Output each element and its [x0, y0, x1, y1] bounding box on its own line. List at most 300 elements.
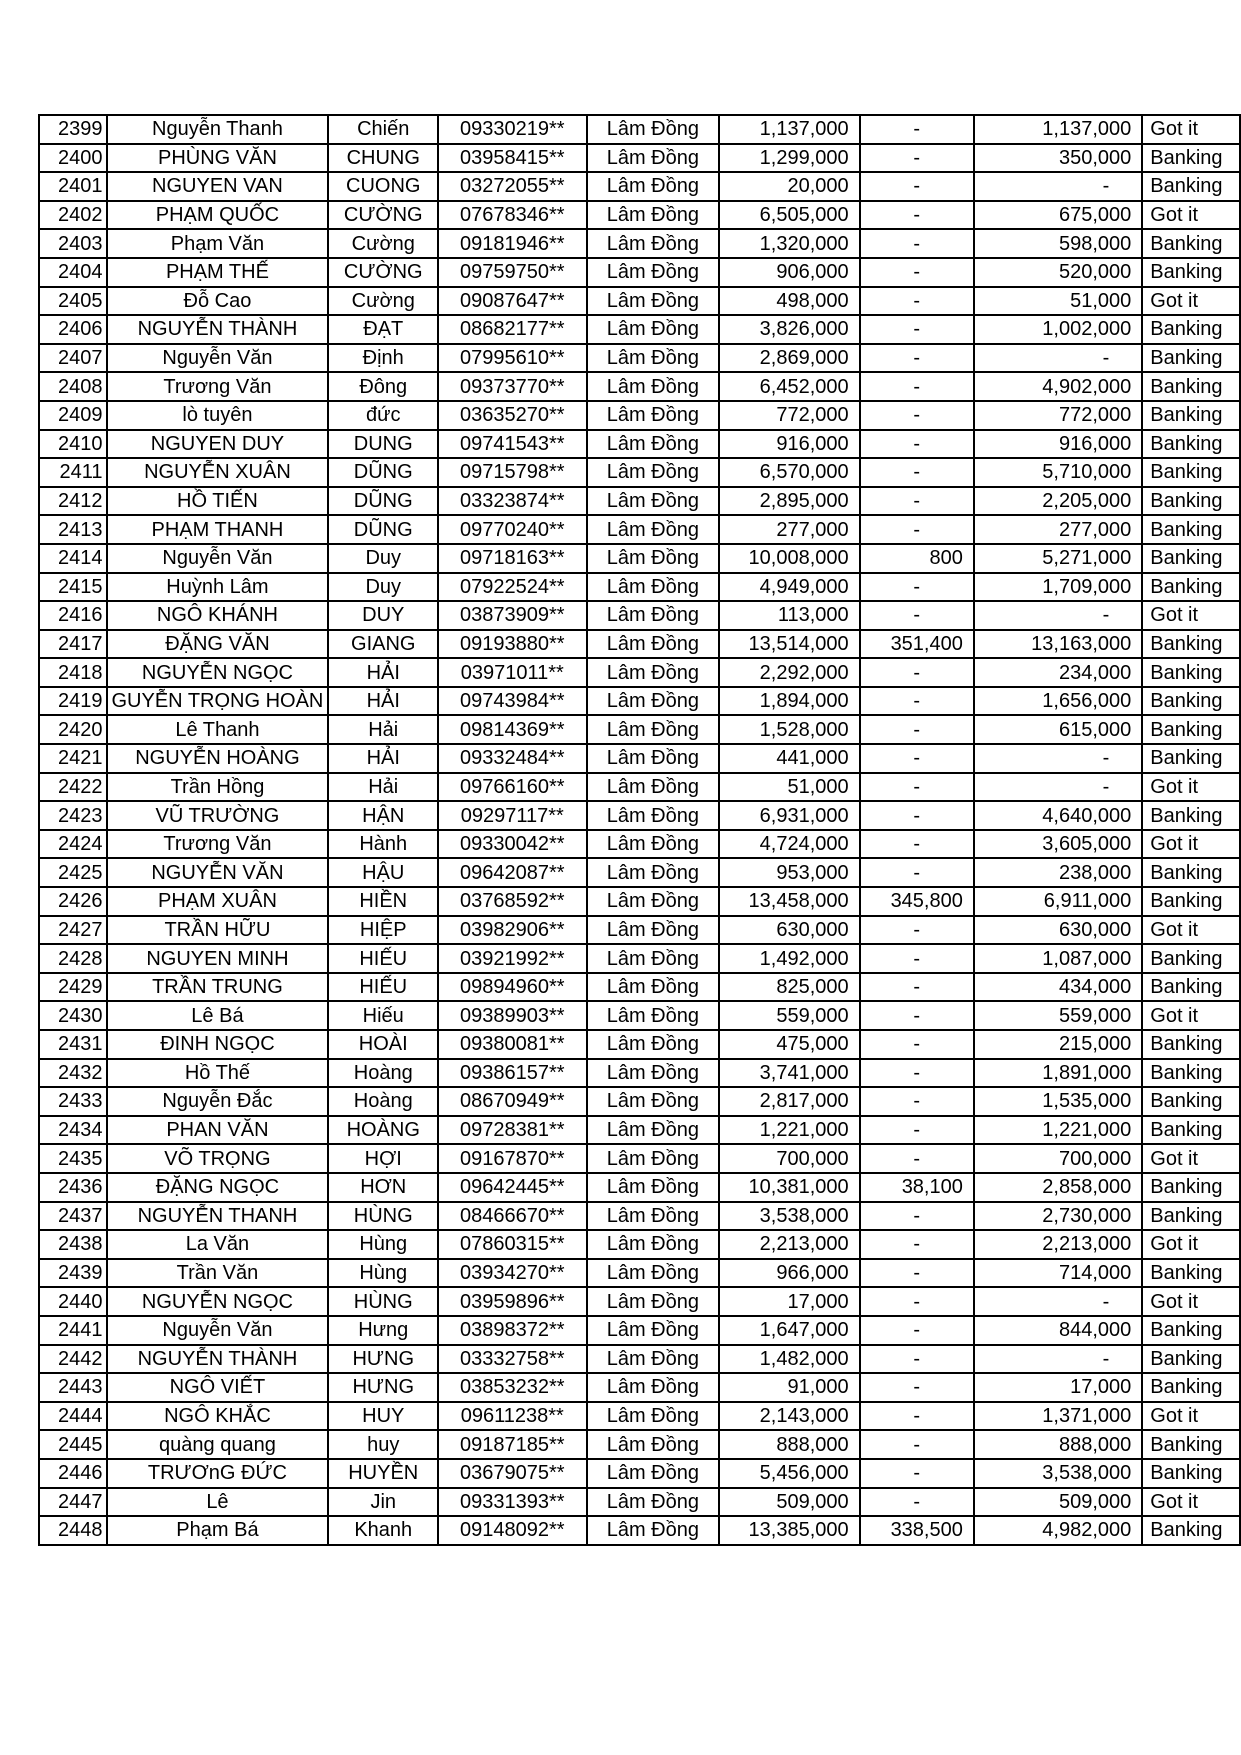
cell-payout: 1,221,000 [974, 1116, 1142, 1145]
cell-deduction: - [860, 515, 974, 544]
cell-phone: 07860315** [438, 1230, 586, 1259]
cell-first-name: huy [328, 1430, 438, 1459]
cell-row-number: 2414 [39, 544, 107, 573]
cell-province: Lâm Đồng [587, 1373, 720, 1402]
cell-amount: 2,213,000 [719, 1230, 859, 1259]
cell-row-number: 2420 [39, 715, 107, 744]
cell-method: Banking [1142, 372, 1240, 401]
cell-province: Lâm Đồng [587, 801, 720, 830]
table-row [39, 1373, 1240, 1402]
cell-province: Lâm Đồng [587, 515, 720, 544]
cell-first-name: DŨNG [328, 458, 438, 487]
cell-last-middle-name: NGÔ KHẮC [107, 1402, 329, 1431]
cell-deduction: - [860, 1459, 974, 1488]
cell-deduction: - [860, 573, 974, 602]
cell-phone: 09715798** [438, 458, 586, 487]
cell-phone: 09718163** [438, 544, 586, 573]
cell-phone: 09380081** [438, 1030, 586, 1059]
cell-amount: 498,000 [719, 287, 859, 316]
cell-phone: 09148092** [438, 1516, 586, 1545]
cell-method: Banking [1142, 1459, 1240, 1488]
cell-method: Banking [1142, 487, 1240, 516]
cell-phone: 09728381** [438, 1116, 586, 1145]
cell-method: Banking [1142, 458, 1240, 487]
cell-row-number: 2437 [39, 1202, 107, 1231]
cell-payout: 1,137,000 [974, 115, 1142, 144]
cell-amount: 2,143,000 [719, 1402, 859, 1431]
cell-last-middle-name: NGUYEN DUY [107, 430, 329, 459]
cell-row-number: 2400 [39, 144, 107, 173]
cell-deduction: - [860, 315, 974, 344]
table-row [39, 1459, 1240, 1488]
cell-first-name: Định [328, 344, 438, 373]
cell-row-number: 2440 [39, 1287, 107, 1316]
table-row [39, 430, 1240, 459]
cell-row-number: 2399 [39, 115, 107, 144]
cell-phone: 09770240** [438, 515, 586, 544]
cell-first-name: DUY [328, 601, 438, 630]
cell-deduction: 38,100 [860, 1173, 974, 1202]
cell-row-number: 2403 [39, 229, 107, 258]
cell-last-middle-name: Nguyễn Văn [107, 544, 329, 573]
cell-first-name: HƠN [328, 1173, 438, 1202]
cell-phone: 03873909** [438, 601, 586, 630]
cell-province: Lâm Đồng [587, 258, 720, 287]
cell-last-middle-name: Trương Văn [107, 372, 329, 401]
cell-amount: 13,458,000 [719, 887, 859, 916]
cell-first-name: CƯỜNG [328, 258, 438, 287]
cell-deduction: - [860, 1316, 974, 1345]
cell-province: Lâm Đồng [587, 229, 720, 258]
cell-payout: 630,000 [974, 916, 1142, 945]
cell-first-name: Khanh [328, 1516, 438, 1545]
cell-method: Got it [1142, 1488, 1240, 1517]
cell-province: Lâm Đồng [587, 430, 720, 459]
cell-method: Banking [1142, 401, 1240, 430]
cell-deduction: - [860, 1059, 974, 1088]
table-row [39, 887, 1240, 916]
cell-amount: 1,137,000 [719, 115, 859, 144]
cell-amount: 13,514,000 [719, 630, 859, 659]
cell-amount: 113,000 [719, 601, 859, 630]
cell-row-number: 2410 [39, 430, 107, 459]
cell-amount: 2,817,000 [719, 1087, 859, 1116]
cell-province: Lâm Đồng [587, 630, 720, 659]
table-row [39, 487, 1240, 516]
cell-deduction: 800 [860, 544, 974, 573]
table-row [39, 1488, 1240, 1517]
cell-phone: 03679075** [438, 1459, 586, 1488]
cell-first-name: HUYỀN [328, 1459, 438, 1488]
cell-phone: 09759750** [438, 258, 586, 287]
cell-province: Lâm Đồng [587, 1059, 720, 1088]
cell-payout: 2,205,000 [974, 487, 1142, 516]
cell-first-name: Hành [328, 830, 438, 859]
cell-row-number: 2413 [39, 515, 107, 544]
cell-payout: 5,710,000 [974, 458, 1142, 487]
cell-method: Got it [1142, 916, 1240, 945]
cell-payout: 4,640,000 [974, 801, 1142, 830]
cell-first-name: HÙNG [328, 1287, 438, 1316]
cell-method: Banking [1142, 801, 1240, 830]
cell-row-number: 2423 [39, 801, 107, 830]
cell-last-middle-name: Phạm Văn [107, 229, 329, 258]
cell-province: Lâm Đồng [587, 372, 720, 401]
cell-amount: 6,931,000 [719, 801, 859, 830]
cell-phone: 03971011** [438, 658, 586, 687]
cell-method: Banking [1142, 944, 1240, 973]
cell-payout: 615,000 [974, 715, 1142, 744]
cell-payout: 1,656,000 [974, 687, 1142, 716]
cell-row-number: 2446 [39, 1459, 107, 1488]
cell-deduction: - [860, 144, 974, 173]
cell-phone: 09087647** [438, 287, 586, 316]
cell-method: Banking [1142, 144, 1240, 173]
cell-first-name: HẢI [328, 658, 438, 687]
cell-row-number: 2416 [39, 601, 107, 630]
cell-method: Got it [1142, 601, 1240, 630]
cell-amount: 6,570,000 [719, 458, 859, 487]
cell-phone: 03332758** [438, 1345, 586, 1374]
table-row [39, 687, 1240, 716]
cell-method: Banking [1142, 1259, 1240, 1288]
cell-province: Lâm Đồng [587, 544, 720, 573]
cell-payout: 520,000 [974, 258, 1142, 287]
cell-deduction: - [860, 258, 974, 287]
cell-deduction: - [860, 1488, 974, 1517]
cell-payout: 277,000 [974, 515, 1142, 544]
cell-payout: 714,000 [974, 1259, 1142, 1288]
cell-amount: 475,000 [719, 1030, 859, 1059]
cell-province: Lâm Đồng [587, 916, 720, 945]
cell-phone: 03853232** [438, 1373, 586, 1402]
table-row [39, 1030, 1240, 1059]
cell-phone: 07995610** [438, 344, 586, 373]
cell-deduction: - [860, 858, 974, 887]
table-row [39, 1087, 1240, 1116]
cell-first-name: HIẾU [328, 944, 438, 973]
cell-deduction: - [860, 1287, 974, 1316]
cell-row-number: 2411 [39, 458, 107, 487]
cell-last-middle-name: Phạm Bá [107, 1516, 329, 1545]
cell-amount: 91,000 [719, 1373, 859, 1402]
cell-first-name: Duy [328, 544, 438, 573]
cell-province: Lâm Đồng [587, 773, 720, 802]
cell-row-number: 2401 [39, 172, 107, 201]
cell-phone: 03958415** [438, 144, 586, 173]
cell-last-middle-name: GUYỄN TRỌNG HOÀN [107, 687, 329, 716]
cell-deduction: - [860, 229, 974, 258]
cell-last-middle-name: Trần Hồng [107, 773, 329, 802]
cell-phone: 07922524** [438, 573, 586, 602]
cell-row-number: 2433 [39, 1087, 107, 1116]
table-row [39, 1430, 1240, 1459]
cell-first-name: Hưng [328, 1316, 438, 1345]
cell-row-number: 2408 [39, 372, 107, 401]
cell-method: Banking [1142, 1430, 1240, 1459]
cell-method: Banking [1142, 858, 1240, 887]
cell-last-middle-name: Trương Văn [107, 830, 329, 859]
cell-deduction: - [860, 1373, 974, 1402]
cell-phone: 03323874** [438, 487, 586, 516]
cell-province: Lâm Đồng [587, 1316, 720, 1345]
table-row [39, 1287, 1240, 1316]
cell-method: Banking [1142, 630, 1240, 659]
cell-method: Banking [1142, 1345, 1240, 1374]
cell-method: Banking [1142, 544, 1240, 573]
table-row [39, 315, 1240, 344]
cell-last-middle-name: Nguyễn Đắc [107, 1087, 329, 1116]
cell-payout: 1,891,000 [974, 1059, 1142, 1088]
cell-deduction: - [860, 401, 974, 430]
cell-last-middle-name: NGÔ VIẾT [107, 1373, 329, 1402]
cell-province: Lâm Đồng [587, 1030, 720, 1059]
cell-method: Banking [1142, 887, 1240, 916]
cell-amount: 1,221,000 [719, 1116, 859, 1145]
cell-amount: 1,299,000 [719, 144, 859, 173]
cell-first-name: Cường [328, 287, 438, 316]
cell-row-number: 2402 [39, 201, 107, 230]
table-row [39, 1259, 1240, 1288]
cell-payout: 3,605,000 [974, 830, 1142, 859]
cell-method: Banking [1142, 658, 1240, 687]
cell-phone: 09330219** [438, 115, 586, 144]
cell-last-middle-name: ĐẶNG NGỌC [107, 1173, 329, 1202]
cell-payout: 1,002,000 [974, 315, 1142, 344]
cell-province: Lâm Đồng [587, 487, 720, 516]
cell-province: Lâm Đồng [587, 1001, 720, 1030]
cell-last-middle-name: Lê Bá [107, 1001, 329, 1030]
cell-payout: - [974, 744, 1142, 773]
cell-first-name: HIỀN [328, 887, 438, 916]
cell-payout: 434,000 [974, 973, 1142, 1002]
cell-province: Lâm Đồng [587, 201, 720, 230]
cell-method: Banking [1142, 1516, 1240, 1545]
cell-row-number: 2448 [39, 1516, 107, 1545]
cell-payout: 888,000 [974, 1430, 1142, 1459]
cell-row-number: 2431 [39, 1030, 107, 1059]
data-table [38, 114, 1241, 1546]
cell-method: Banking [1142, 315, 1240, 344]
table-row [39, 801, 1240, 830]
cell-row-number: 2415 [39, 573, 107, 602]
cell-province: Lâm Đồng [587, 1430, 720, 1459]
cell-amount: 441,000 [719, 744, 859, 773]
cell-phone: 09297117** [438, 801, 586, 830]
cell-last-middle-name: ĐẶNG VĂN [107, 630, 329, 659]
cell-payout: 51,000 [974, 287, 1142, 316]
cell-deduction: - [860, 344, 974, 373]
cell-payout: 1,087,000 [974, 944, 1142, 973]
cell-method: Banking [1142, 573, 1240, 602]
cell-deduction: - [860, 287, 974, 316]
cell-phone: 03272055** [438, 172, 586, 201]
cell-method: Got it [1142, 1144, 1240, 1173]
cell-last-middle-name: Lê Thanh [107, 715, 329, 744]
cell-last-middle-name: NGUYỄN THÀNH [107, 315, 329, 344]
cell-deduction: - [860, 973, 974, 1002]
cell-payout: - [974, 773, 1142, 802]
cell-deduction: - [860, 372, 974, 401]
cell-amount: 277,000 [719, 515, 859, 544]
cell-amount: 1,320,000 [719, 229, 859, 258]
table-row [39, 744, 1240, 773]
cell-first-name: CƯỜNG [328, 201, 438, 230]
cell-first-name: HƯNG [328, 1373, 438, 1402]
cell-province: Lâm Đồng [587, 573, 720, 602]
cell-phone: 09373770** [438, 372, 586, 401]
cell-row-number: 2430 [39, 1001, 107, 1030]
cell-last-middle-name: Nguyễn Thanh [107, 115, 329, 144]
cell-last-middle-name: Trần Văn [107, 1259, 329, 1288]
cell-last-middle-name: Nguyễn Văn [107, 1316, 329, 1345]
cell-deduction: - [860, 773, 974, 802]
cell-phone: 09332484** [438, 744, 586, 773]
cell-last-middle-name: ĐINH NGỌC [107, 1030, 329, 1059]
cell-phone: 03768592** [438, 887, 586, 916]
cell-amount: 1,528,000 [719, 715, 859, 744]
cell-first-name: Hoàng [328, 1059, 438, 1088]
cell-deduction: - [860, 601, 974, 630]
cell-deduction: - [860, 201, 974, 230]
cell-payout: - [974, 601, 1142, 630]
cell-payout: 234,000 [974, 658, 1142, 687]
cell-amount: 1,482,000 [719, 1345, 859, 1374]
table-row [39, 1116, 1240, 1145]
cell-payout: 1,709,000 [974, 573, 1142, 602]
cell-phone: 09193880** [438, 630, 586, 659]
cell-first-name: CHUNG [328, 144, 438, 173]
cell-first-name: Hùng [328, 1230, 438, 1259]
cell-payout: 238,000 [974, 858, 1142, 887]
cell-province: Lâm Đồng [587, 1144, 720, 1173]
cell-row-number: 2425 [39, 858, 107, 887]
table-row [39, 144, 1240, 173]
cell-phone: 08466670** [438, 1202, 586, 1231]
cell-last-middle-name: Lê [107, 1488, 329, 1517]
cell-row-number: 2419 [39, 687, 107, 716]
cell-deduction: - [860, 658, 974, 687]
cell-first-name: HẢI [328, 744, 438, 773]
cell-payout: 1,535,000 [974, 1087, 1142, 1116]
cell-deduction: - [860, 1230, 974, 1259]
cell-first-name: Hải [328, 715, 438, 744]
cell-method: Banking [1142, 1316, 1240, 1345]
cell-payout: 509,000 [974, 1488, 1142, 1517]
table-row [39, 544, 1240, 573]
cell-deduction: - [860, 1087, 974, 1116]
cell-first-name: HƯNG [328, 1345, 438, 1374]
cell-payout: - [974, 1287, 1142, 1316]
cell-deduction: - [860, 458, 974, 487]
cell-row-number: 2434 [39, 1116, 107, 1145]
cell-first-name: Hùng [328, 1259, 438, 1288]
cell-province: Lâm Đồng [587, 1087, 720, 1116]
cell-phone: 08682177** [438, 315, 586, 344]
cell-last-middle-name: La Văn [107, 1230, 329, 1259]
table-row [39, 1316, 1240, 1345]
table-row [39, 515, 1240, 544]
table-row [39, 830, 1240, 859]
cell-last-middle-name: Huỳnh Lâm [107, 573, 329, 602]
cell-phone: 09642445** [438, 1173, 586, 1202]
cell-amount: 6,505,000 [719, 201, 859, 230]
cell-last-middle-name: Hồ Thế [107, 1059, 329, 1088]
cell-payout: 700,000 [974, 1144, 1142, 1173]
table-row [39, 201, 1240, 230]
cell-payout: 1,371,000 [974, 1402, 1142, 1431]
cell-amount: 2,292,000 [719, 658, 859, 687]
cell-first-name: DŨNG [328, 515, 438, 544]
cell-deduction: - [860, 1402, 974, 1431]
cell-amount: 10,008,000 [719, 544, 859, 573]
cell-first-name: HÙNG [328, 1202, 438, 1231]
cell-row-number: 2412 [39, 487, 107, 516]
cell-first-name: HỢI [328, 1144, 438, 1173]
cell-method: Banking [1142, 1373, 1240, 1402]
table-row [39, 973, 1240, 1002]
cell-method: Got it [1142, 830, 1240, 859]
cell-payout: 916,000 [974, 430, 1142, 459]
cell-amount: 1,492,000 [719, 944, 859, 973]
cell-first-name: Cường [328, 229, 438, 258]
cell-province: Lâm Đồng [587, 1116, 720, 1145]
cell-row-number: 2428 [39, 944, 107, 973]
table-row [39, 630, 1240, 659]
cell-deduction: - [860, 916, 974, 945]
cell-province: Lâm Đồng [587, 601, 720, 630]
cell-last-middle-name: NGUYEN MINH [107, 944, 329, 973]
cell-first-name: DŨNG [328, 487, 438, 516]
table-row [39, 658, 1240, 687]
cell-method: Banking [1142, 258, 1240, 287]
table-row [39, 1059, 1240, 1088]
table-row [39, 858, 1240, 887]
cell-first-name: CUONG [328, 172, 438, 201]
cell-payout: 350,000 [974, 144, 1142, 173]
cell-row-number: 2404 [39, 258, 107, 287]
cell-amount: 6,452,000 [719, 372, 859, 401]
cell-amount: 953,000 [719, 858, 859, 887]
cell-amount: 906,000 [719, 258, 859, 287]
cell-amount: 1,647,000 [719, 1316, 859, 1345]
cell-deduction: - [860, 1202, 974, 1231]
cell-province: Lâm Đồng [587, 144, 720, 173]
cell-first-name: ĐẠT [328, 315, 438, 344]
cell-deduction: - [860, 744, 974, 773]
cell-deduction: - [860, 830, 974, 859]
cell-payout: 215,000 [974, 1030, 1142, 1059]
cell-phone: 09386157** [438, 1059, 586, 1088]
cell-method: Banking [1142, 1173, 1240, 1202]
cell-last-middle-name: NGUYỄN HOÀNG [107, 744, 329, 773]
cell-payout: - [974, 1345, 1142, 1374]
cell-province: Lâm Đồng [587, 858, 720, 887]
cell-row-number: 2421 [39, 744, 107, 773]
cell-province: Lâm Đồng [587, 401, 720, 430]
cell-row-number: 2436 [39, 1173, 107, 1202]
cell-deduction: - [860, 944, 974, 973]
table-row [39, 115, 1240, 144]
cell-row-number: 2427 [39, 916, 107, 945]
cell-province: Lâm Đồng [587, 1345, 720, 1374]
cell-first-name: Duy [328, 573, 438, 602]
cell-method: Got it [1142, 287, 1240, 316]
cell-province: Lâm Đồng [587, 687, 720, 716]
cell-row-number: 2405 [39, 287, 107, 316]
cell-amount: 1,894,000 [719, 687, 859, 716]
cell-province: Lâm Đồng [587, 973, 720, 1002]
